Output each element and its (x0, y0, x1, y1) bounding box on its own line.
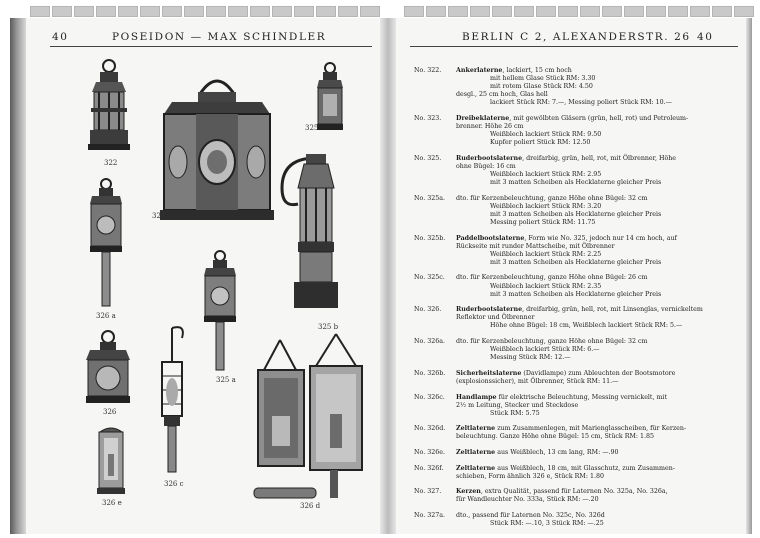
round-lantern-icon (84, 330, 132, 410)
binding-punch (404, 6, 424, 17)
entry-line: Stück RM: 5.75 (490, 409, 540, 417)
catalogue-entry (414, 195, 736, 227)
page-edge (746, 18, 752, 534)
entry-number: No. 327a. (414, 511, 445, 519)
catalogue-entry (414, 370, 736, 386)
binding-punch (624, 6, 644, 17)
binding-punch (30, 6, 50, 17)
entry-line: Weißblech lackiert Stück RM: 9.50 (490, 131, 602, 139)
entry-line: Zeltlaterne aus Weißblech, 18 cm, mit Glasschutz, zum Zusammen- (456, 464, 675, 472)
catalogue-entry-list (414, 67, 736, 536)
entry-number: No. 322. (414, 67, 442, 74)
entry-line: mit hellem Glase Stück RM: 3.30 (490, 75, 596, 83)
left-header-title: POSEIDON — MAX SCHINDLER (112, 31, 327, 43)
anchor-lantern-icon (86, 58, 132, 160)
entry-line: mit 3 matten Scheiben als Hecklaterne gleicher Preis (490, 210, 662, 218)
right-header-rule (410, 46, 738, 47)
binding-punch (734, 6, 754, 17)
entry-line: Rückseite mit runder Mattscheibe, mit Ölbrenner (456, 242, 615, 250)
binding-punch (118, 6, 138, 17)
catalogue-entry (414, 235, 736, 267)
entry-line: Ruderbootslaterne, dreifarbig, grün, hell, rot, mit Linsenglas, vernickeltem (456, 306, 703, 314)
entry-number: No. 326. (414, 306, 442, 314)
entry-line: Zeltlaterne aus Weißblech, 13 cm lang, RM: —.90 (456, 448, 619, 456)
entry-description (456, 274, 736, 298)
binding-punch (580, 6, 600, 17)
binding-punch (294, 6, 314, 17)
binding-punch (74, 6, 94, 17)
binding-punch (448, 6, 468, 17)
figure-caption: 326 a (96, 312, 116, 320)
spine-shadow (10, 18, 26, 534)
entry-description (456, 465, 736, 481)
entry-line: (explosionssicher), mit Ölbrenner, Stück RM: 11.— (456, 377, 619, 385)
binding-punch (470, 6, 490, 17)
binding-punch (514, 6, 534, 17)
binding-punch (668, 6, 688, 17)
center-gutter (380, 18, 396, 534)
entry-line: schieben, Form ähnlich 326 e, Stück RM: 1.80 (456, 472, 604, 480)
figure-caption: 325 a (216, 376, 236, 384)
entry-line: Zeltlaterne zum Zusammenlegen, mit Marienglasscheiben, für Kerzen- (456, 425, 687, 433)
binding-punch (536, 6, 556, 17)
entry-number: No. 323. (414, 114, 442, 122)
entry-line: mit 3 matten Scheiben als Hecklaterne gleicher Preis (490, 179, 662, 187)
catalogue-entry (414, 465, 736, 481)
entry-number: No. 326c. (414, 393, 445, 401)
entry-line: Weißblech lackiert Stück RM: 2.35 (490, 282, 602, 290)
entry-line: mit rotem Glase Stück RM: 4.50 (490, 83, 593, 91)
figure-caption: 325 (305, 124, 319, 132)
catalogue-entry (414, 155, 736, 187)
entry-line: Weißblech lackiert Stück RM: 3.20 (490, 202, 602, 210)
entry-description (456, 338, 736, 362)
entry-number: No. 326b. (414, 369, 446, 377)
entry-number: No. 325. (414, 154, 442, 162)
entry-line: Messing Stück RM: 12.— (490, 354, 571, 362)
entry-description (456, 370, 736, 386)
tent-lantern-icon (250, 330, 374, 512)
entry-description (456, 449, 736, 457)
entry-description (456, 394, 736, 418)
entry-line: Weißblech lackiert Stück RM: 6.— (490, 346, 600, 354)
figure-caption: 323 (152, 212, 166, 220)
catalogue-entry (414, 115, 736, 147)
entry-description (456, 195, 736, 227)
entry-line: lackiert Stück RM: 7.—, Messing poliert Stück RM: 10.— (490, 99, 672, 107)
entry-line: Ruderbootslaterne, dreifarbig, grün, hell, rot, mit Ölbrenner, Höhe (456, 154, 677, 162)
binding-punch (52, 6, 72, 17)
binding-punch (360, 6, 380, 17)
entry-number: No. 325b. (414, 234, 446, 242)
binding-punch (140, 6, 160, 17)
catalogue-entry (414, 306, 736, 330)
entry-number: No. 326a. (414, 338, 445, 346)
figure-caption: 325 b (318, 323, 339, 331)
entry-number: No. 327. (414, 488, 442, 496)
entry-line: Sicherheitslaterne (Davidlampe) zum Ableuchten der Bootsmotore (456, 369, 676, 377)
entry-description (456, 488, 736, 504)
entry-line: mit 3 matten Scheiben als Hecklaterne gleicher Preis (490, 290, 662, 298)
entry-line: desgl., 25 cm hoch, Glas hell (456, 91, 548, 99)
entry-number: No. 325c. (414, 274, 445, 282)
entry-line: mit 3 matten Scheiben als Hecklaterne gleicher Preis (490, 258, 662, 266)
catalogue-entry (414, 449, 736, 457)
entry-line: 2½ m Leitung, Stecker und Steckdose (456, 401, 579, 409)
catalogue-entry (414, 338, 736, 362)
figure-caption: 326 (103, 408, 117, 416)
binding-punch (426, 6, 446, 17)
binding-punch (602, 6, 622, 17)
binding-punch (250, 6, 270, 17)
small-lantern-icon (315, 62, 345, 138)
binding-punch (690, 6, 710, 17)
entry-description (456, 306, 736, 330)
miners-lamp-icon (276, 148, 356, 322)
right-page-number: 40 (697, 31, 714, 43)
entry-description (456, 425, 736, 441)
catalogue-entry (414, 512, 736, 528)
entry-line: Ankerlaterne, lackiert, 15 cm hoch (456, 67, 572, 74)
catalogue-entry (414, 274, 736, 298)
figure-caption: 326 c (164, 480, 184, 488)
entry-number: No. 326d. (414, 425, 446, 433)
entry-line: Kupfer poliert Stück RM: 12.50 (490, 139, 591, 147)
candle-lantern-icon (94, 424, 128, 502)
entry-line: Reflektor und Ölbrenner (456, 314, 535, 322)
binding-punch (206, 6, 226, 17)
entry-description (456, 155, 736, 187)
left-header-rule (50, 46, 372, 47)
left-page-number: 40 (52, 31, 69, 43)
entry-number: No. 325a. (414, 194, 445, 202)
entry-line: Stück RM: —.10, 3 Stück RM: —.25 (490, 520, 604, 528)
catalogue-entry (414, 488, 736, 504)
right-header-title: BERLIN C 2, ALEXANDERSTR. 26 (462, 31, 691, 43)
entry-description (456, 235, 736, 267)
binding-punch (162, 6, 182, 17)
binding-punch (184, 6, 204, 17)
entry-line: Handlampe für elektrische Beleuchtung, Messing vernickelt, mit (456, 393, 667, 401)
figure-caption: 322 (104, 159, 118, 167)
entry-line: dto., passend für Laternen No. 325c, No. 326d (456, 511, 605, 519)
pole-lantern-icon (86, 178, 126, 314)
binding-punch (96, 6, 116, 17)
entry-line: dto. für Kerzenbeleuchtung, ganze Höhe ohne Bügel: 26 cm (456, 274, 648, 282)
entry-line: Höhe ohne Bügel: 18 cm, Weißblech lackiert Stück RM: 5.— (490, 322, 683, 330)
figure-caption: 326 d (300, 502, 321, 510)
figure-caption: 326 e (102, 499, 122, 507)
catalogue-entry (414, 67, 736, 107)
entry-description (456, 67, 736, 107)
entry-description (456, 512, 736, 528)
binding-punch (558, 6, 578, 17)
binding-punch (646, 6, 666, 17)
entry-line: Paddelbootslaterne, Form wie No. 325, jedoch nur 14 cm hoch, auf (456, 234, 677, 242)
entry-line: dto. für Kerzenbeleuchtung, ganze Höhe ohne Bügel: 32 cm (456, 338, 648, 346)
binding-punch (338, 6, 358, 17)
entry-line: Weißblech lackiert Stück RM: 2.95 (490, 171, 602, 179)
binding-punch (712, 6, 732, 17)
entry-line: Messing poliert Stück RM: 11.75 (490, 219, 596, 226)
catalogue-entry (414, 394, 736, 418)
pole-lantern-icon (200, 250, 240, 378)
entry-line: ohne Bügel: 16 cm (456, 162, 516, 170)
binding-punch (272, 6, 292, 17)
entry-line: brenner. Höhe 26 cm (456, 123, 524, 131)
ship-lantern-icon (158, 72, 276, 228)
entry-line: Weißblech lackiert Stück RM: 2.25 (490, 250, 602, 258)
entry-line: beleuchtung. Ganze Höhe ohne Bügel: 15 cm, Stück RM: 1.85 (456, 433, 655, 441)
entry-description (456, 115, 736, 147)
binding-punch (492, 6, 512, 17)
entry-number: No. 326e. (414, 448, 445, 456)
hand-lamp-icon (150, 322, 192, 482)
entry-line: dto. für Kerzenbeleuchtung, ganze Höhe ohne Bügel: 32 cm (456, 194, 648, 202)
entry-line: Kerzen, extra Qualität, passend für Laternen No. 325a, No. 326a, (456, 488, 668, 496)
entry-line: für Wandleuchter No. 333a, Stück RM: —.20 (456, 496, 599, 504)
binding-punch (316, 6, 336, 17)
catalogue-entry (414, 425, 736, 441)
binding-punch (228, 6, 248, 17)
entry-number: No. 326f. (414, 464, 444, 472)
entry-line: Dreibeklaterne, mit gewölbten Gläsern (grün, hell, rot) und Petroleum- (456, 114, 689, 122)
